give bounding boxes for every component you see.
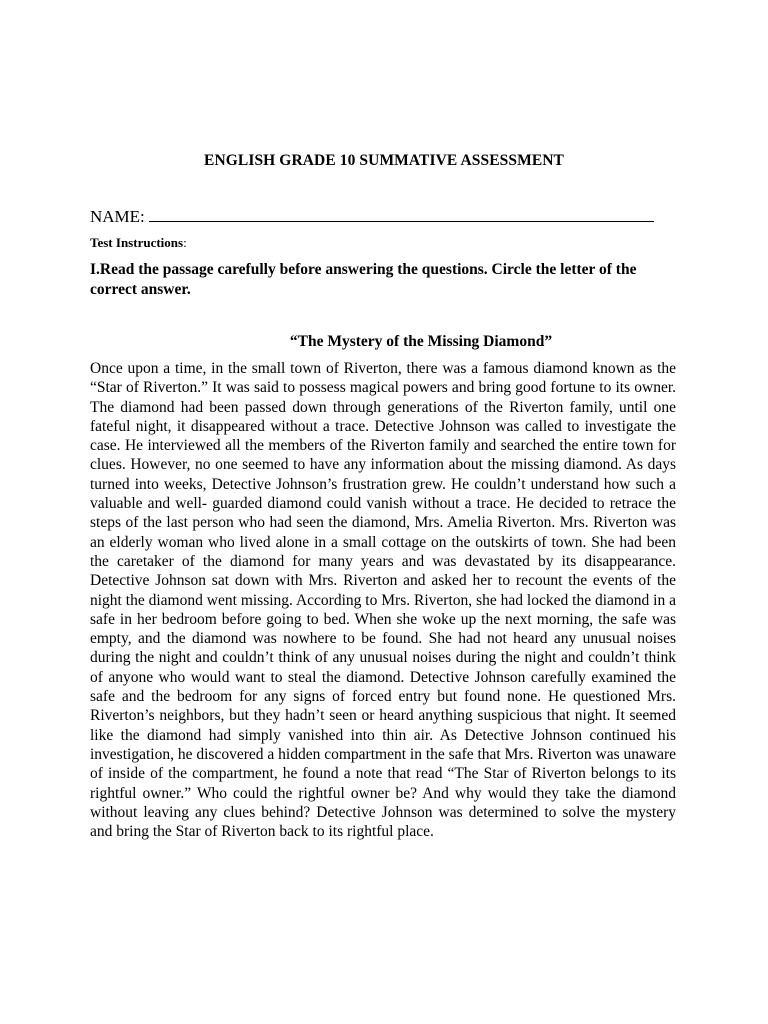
- reading-passage: Once upon a time, in the small town of Riverton, there was a famous diamond known as the “Star of Riverton.” It was said to possess magical powers and bring good fortune to its owner. The diamond had been passed down through generations of the Riverton family, until one fateful night, it disappeared without a trace. Detective Johnson was called to investigate the case. He interviewed all the members of the Riverton family and searched the entire town for clues. However, no one seemed to have any information about the missing diamond. As days turned into weeks, Detective Johnson’s frustration grew. He couldn’t understand how such a valuable and well- guarded diamond could vanish without a trace. He decided to retrace the steps of the last person who had seen the diamond, Mrs. Amelia Riverton. Mrs. Riverton was an elderly woman who lived alone in a small cottage on the outskirts of town. She had been the caretaker of the diamond for many years and was devastated by its disappearance. Detective Johnson sat down with Mrs. Riverton and asked her to recount the events of the night the diamond went missing. According to Mrs. Riverton, she had locked the diamond in a safe in her bedroom before going to bed. When she woke up the next morning, the safe was empty, and the diamond was nowhere to be found. She had not heard any unusual noises during the night and couldn’t think of any unusual noises during the night and couldn’t think of anyone who would want to steal the diamond. Detective Johnson carefully examined the safe and the bedroom for any signs of forced entry but found none. He questioned Mrs. Riverton’s neighbors, but they hadn’t seen or heard anything suspicious that night. It seemed like the diamond had simply vanished into thin air. As Detective Johnson continued his investigation, he discovered a hidden compartment in the safe that Mrs. Riverton was unaware of inside of the compartment, he found a note that read “The Star of Riverton belongs to its rightful owner.” Who could the rightful owner be? And why would they take the diamond without leaving any clues behind? Detective Johnson was determined to solve the mystery and bring the Star of Riverton back to its rightful place.: [90, 360, 676, 841]
- test-instructions-label: Test Instructions: [90, 235, 184, 250]
- name-field-row: [90, 207, 654, 227]
- test-instructions-heading: [90, 235, 187, 251]
- story-title: “The Mystery of the Missing Diamond”: [289, 333, 553, 350]
- name-label: NAME:: [90, 207, 145, 226]
- page-title: ENGLISH GRADE 10 SUMMATIVE ASSESSMENT: [204, 152, 564, 169]
- test-instructions-colon: :: [183, 235, 187, 250]
- instruction-text: I.Read the passage carefully before answering the questions. Circle the letter of the correct answer.: [90, 261, 637, 298]
- name-blank-line: [149, 207, 654, 222]
